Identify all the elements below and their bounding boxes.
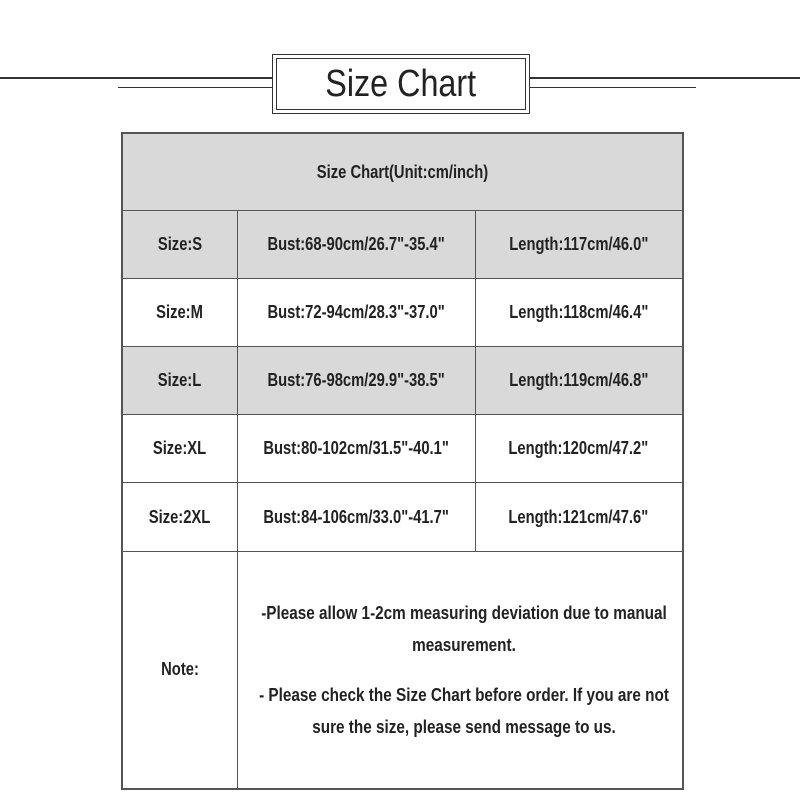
table-caption-row [122,133,683,211]
title-box [276,58,526,110]
size-label: Size:XL [153,438,207,459]
title-rule-left-inner [118,87,272,88]
size-cell [122,279,237,347]
length-cell [475,279,683,347]
length-cell [475,483,683,551]
size-label: Size:S [157,234,202,255]
length-cell [475,347,683,415]
table-row [122,483,683,551]
bust-cell [237,415,475,483]
size-cell [122,415,237,483]
note-content-cell [237,551,683,789]
bust-cell [237,483,475,551]
note-line-check-size: - Please check the Size Chart before order. If you are not sure the size, please send message to us. [258,684,669,737]
size-label: Size:2XL [148,506,211,527]
length-value: Length:117cm/46.0" [509,234,649,255]
bust-value: Bust:68-90cm/26.7"-35.4" [267,234,445,255]
bust-cell [237,279,475,347]
note-label: Note: [160,659,199,680]
table-row [122,279,683,347]
page-title: Size Chart [325,62,477,105]
title-rule-right-inner [530,87,696,88]
table-caption-text: Size Chart(Unit:cm/inch) [316,161,489,182]
size-chart-table [121,132,684,790]
note-line-measuring-deviation: -Please allow 1-2cm measuring deviation due to manual measurement. [260,602,667,655]
title-rule-right [530,77,800,79]
bust-value: Bust:84-106cm/33.0"-41.7" [263,506,449,527]
table-row [122,415,683,483]
size-cell [122,483,237,551]
bust-value: Bust:72-94cm/28.3"-37.0" [267,302,445,323]
size-label: Size:L [158,370,202,391]
length-value: Length:121cm/47.6" [508,506,649,527]
table-caption [122,133,683,211]
bust-cell [237,347,475,415]
bust-value: Bust:80-102cm/31.5"-40.1" [263,438,449,459]
size-cell [122,347,237,415]
table-row [122,211,683,279]
title-rule-left [0,77,272,79]
length-value: Length:120cm/47.2" [508,438,649,459]
length-cell [475,415,683,483]
length-cell [475,211,683,279]
bust-cell [237,211,475,279]
length-value: Length:119cm/46.8" [509,370,649,391]
note-row [122,551,683,789]
size-cell [122,211,237,279]
bust-value: Bust:76-98cm/29.9"-38.5" [267,370,445,391]
note-label-cell [122,551,237,789]
table-row [122,347,683,415]
length-value: Length:118cm/46.4" [509,302,649,323]
size-label: Size:M [156,302,204,323]
